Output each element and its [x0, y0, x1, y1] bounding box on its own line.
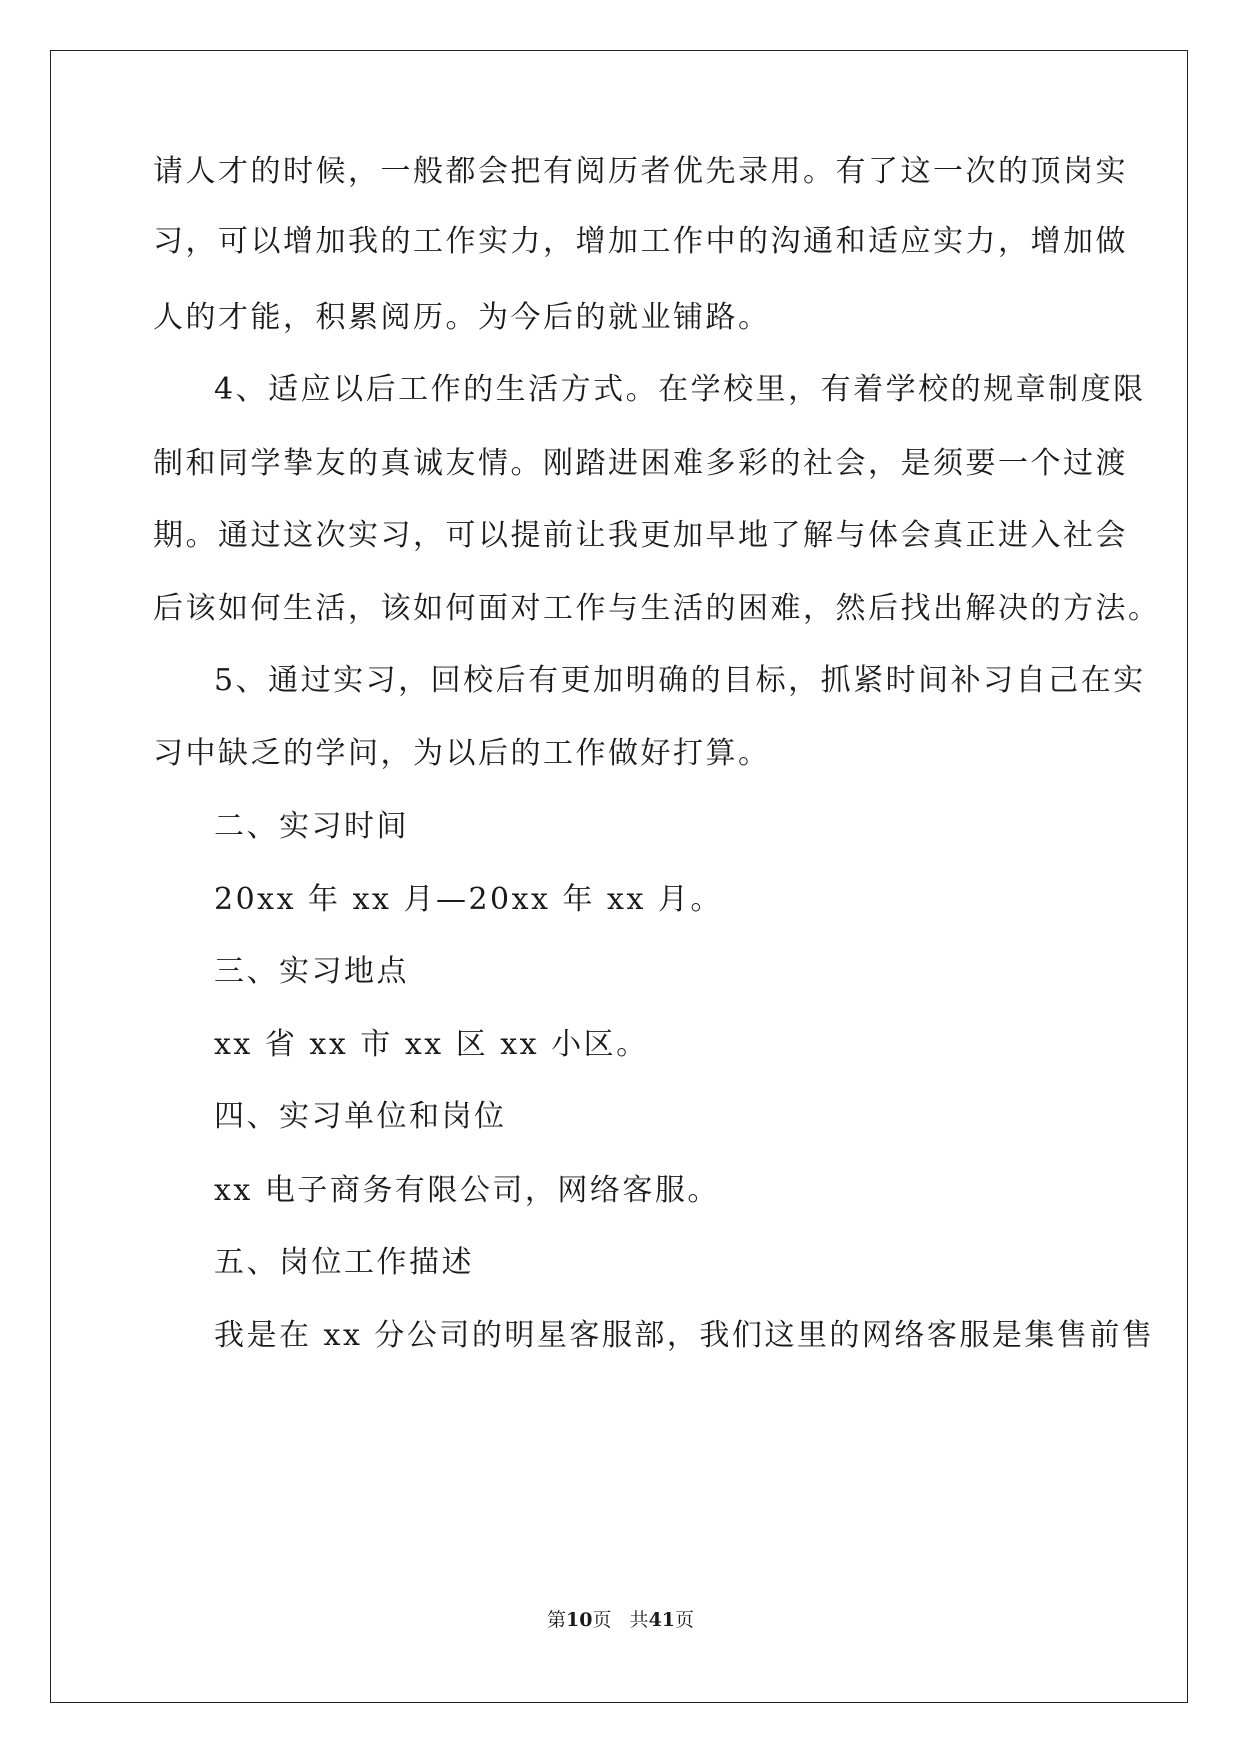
footer-prefix: 第 — [546, 1609, 566, 1631]
footer-mid: 页 共 — [592, 1609, 649, 1631]
section-heading: 四、实习单位和岗位 — [214, 1099, 507, 1134]
section-heading: 三、实习地点 — [214, 954, 409, 989]
paragraph-line: 我是在 xx 分公司的明星客服部，我们这里的网络客服是集售前售 — [214, 1318, 1155, 1353]
paragraph-line: 后该如何生活，该如何面对工作与生活的困难，然后找出解决的方法。 — [153, 591, 1161, 626]
current-page-number: 10 — [565, 1609, 593, 1631]
total-page-number: 41 — [648, 1609, 676, 1631]
section-heading: 五、岗位工作描述 — [214, 1245, 474, 1280]
footer-suffix: 页 — [675, 1609, 695, 1631]
section-heading: 二、实习时间 — [214, 809, 409, 844]
paragraph-line: 4、适应以后工作的生活方式。在学校里，有着学校的规章制度限 — [214, 372, 1146, 407]
paragraph-line: 期。通过这次实习，可以提前让我更加早地了解与体会真正进入社会 — [153, 518, 1128, 553]
paragraph-line: 5、通过实习，回校后有更加明确的目标，抓紧时间补习自己在实 — [214, 663, 1146, 698]
page-footer — [0, 1608, 1241, 1632]
paragraph-line: xx 省 xx 市 xx 区 xx 小区。 — [214, 1027, 649, 1062]
paragraph-line: 习中缺乏的学问，为以后的工作做好打算。 — [153, 736, 771, 771]
paragraph-line: 人的才能，积累阅历。为今后的就业铺路。 — [153, 300, 771, 335]
paragraph-line: 制和同学挚友的真诚友情。刚踏进困难多彩的社会，是须要一个过渡 — [153, 446, 1128, 481]
paragraph-line: xx 电子商务有限公司，网络客服。 — [214, 1173, 720, 1208]
paragraph-line: 请人才的时候，一般都会把有阅历者优先录用。有了这一次的顶岗实 — [153, 154, 1128, 189]
paragraph-line: 习，可以增加我的工作实力，增加工作中的沟通和适应实力，增加做 — [153, 224, 1128, 259]
paragraph-line: 20xx 年 xx 月—20xx 年 xx 月。 — [214, 882, 723, 917]
